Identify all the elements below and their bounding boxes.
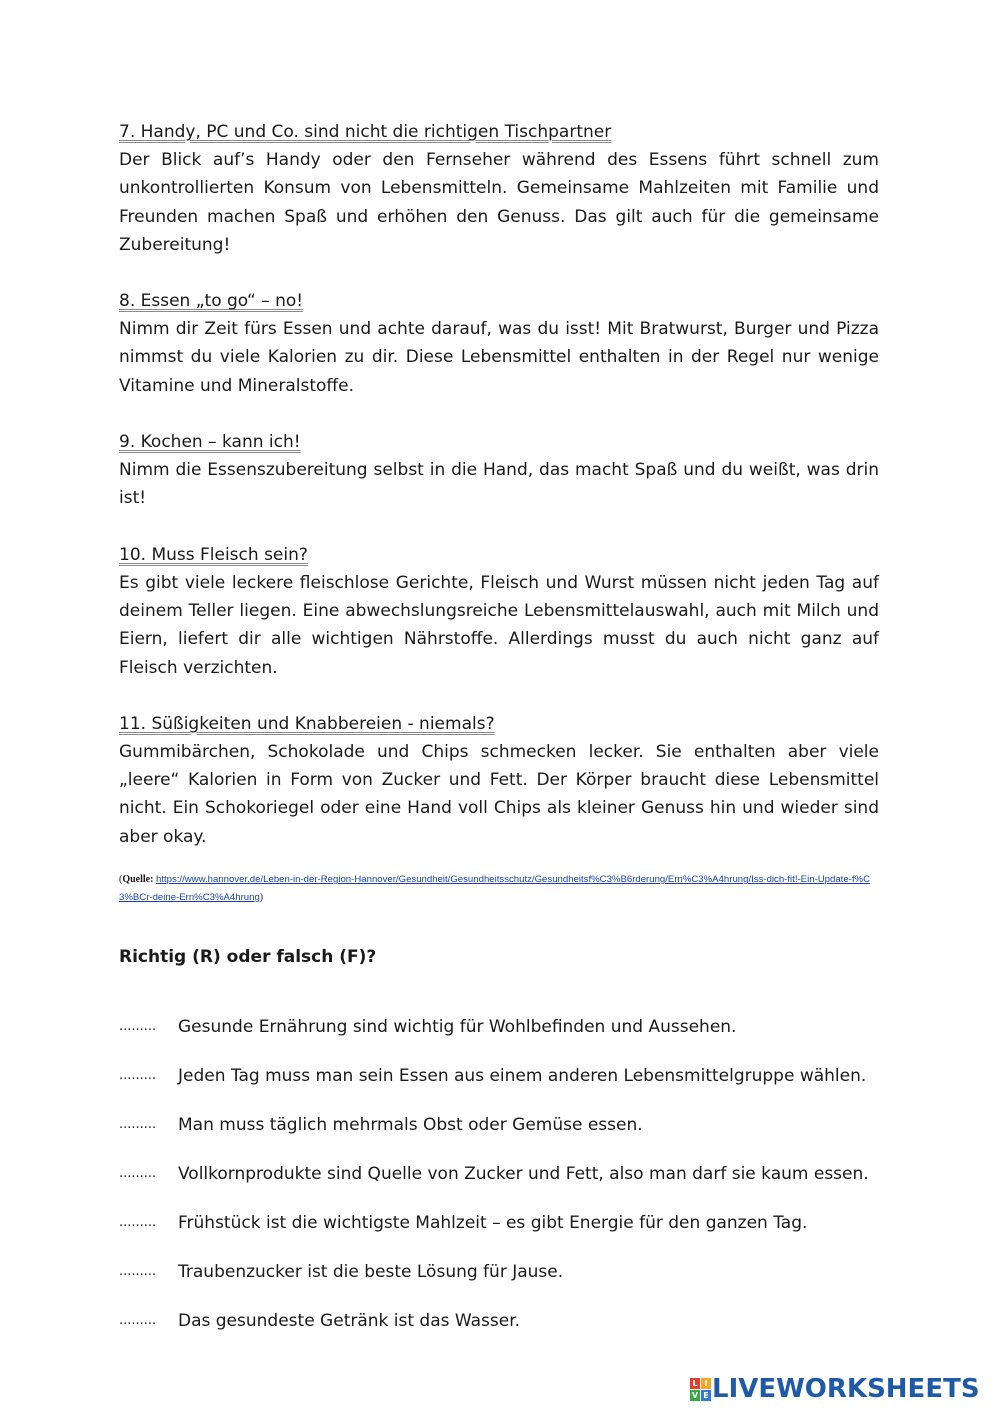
section-heading: 11. Süßigkeiten und Knabbereien - niemals? bbox=[119, 713, 495, 734]
section-7 bbox=[119, 118, 879, 259]
logo-mark-letter: I bbox=[701, 1378, 711, 1389]
section-text: Der Blick auf’s Handy oder den Fernseher während des Essens führt schnell zum unkontrollierten Konsum von Lebensmitteln. Gemeinsame Mahlzeiten mit Familie und Freunden machen Spaß und erhöhen den Genuss. Das gilt auch für die gemeinsame Zubereitung! bbox=[119, 150, 879, 255]
live-logo-icon bbox=[690, 1378, 710, 1400]
document-page bbox=[119, 118, 879, 1358]
statement-list bbox=[119, 1015, 879, 1333]
answer-blank[interactable]: ......... bbox=[119, 1264, 157, 1280]
answer-blank[interactable]: ......... bbox=[119, 1313, 157, 1329]
section-heading: 7. Handy, PC und Co. sind nicht die richtigen Tischpartner bbox=[119, 122, 612, 142]
statement-item bbox=[119, 1162, 879, 1186]
statement-text: Man muss täglich mehrmals Obst oder Gemüse essen. bbox=[178, 1115, 643, 1136]
answer-blank[interactable]: ......... bbox=[119, 1019, 157, 1035]
statement-text: Jeden Tag muss man sein Essen aus einem anderen Lebensmittelgruppe wählen. bbox=[178, 1066, 867, 1087]
answer-blank[interactable]: ......... bbox=[119, 1117, 157, 1133]
section-9 bbox=[119, 428, 879, 513]
task-title: Richtig (R) oder falsch (F)? bbox=[119, 947, 377, 968]
section-text: Nimm dir Zeit fürs Essen und achte darauf, was du isst! Mit Bratwurst, Burger und Pizza nimmst du viele Kalorien zu dir. Diese Lebensmittel enthalten in der Regel nur wenige Vitamine und Mineralstoffe. bbox=[119, 319, 879, 396]
source-citation bbox=[119, 871, 879, 907]
logo-text: LIVEWORKSHEETS bbox=[712, 1374, 980, 1404]
section-text: Es gibt viele leckere fleischlose Gerichte, Fleisch und Wurst müssen nicht jeden Tag auf deinem Teller liegen. Eine abwechslungsreiche Lebensmittelauswahl, auch mit Milch und Eiern, liefert dir alle wichtigen Nährstoffe. Allerdings musst du auch nicht ganz auf Fleisch verzichten. bbox=[119, 572, 879, 678]
section-heading: 10. Muss Fleisch sein? bbox=[119, 544, 308, 565]
statement-item bbox=[119, 1309, 879, 1333]
statement-item bbox=[119, 1211, 879, 1235]
section-8 bbox=[119, 287, 879, 400]
statement-text: Traubenzucker ist die beste Lösung für Jause. bbox=[178, 1262, 564, 1283]
statement-item bbox=[119, 1015, 879, 1039]
logo-mark-letter: E bbox=[701, 1390, 711, 1401]
liveworksheets-logo bbox=[690, 1374, 980, 1404]
section-10 bbox=[119, 541, 879, 682]
section-text: Gummibärchen, Schokolade und Chips schmecken lecker. Sie enthalten aber viele „leere“ Kalorien in Form von Zucker und Fett. Der Körper braucht diese Lebensmittel nicht. Ein Schokoriegel oder eine Hand voll Chips als kleiner Genuss hin und wieder sind aber okay. bbox=[119, 741, 879, 847]
statement-text: Vollkornprodukte sind Quelle von Zucker und Fett, also man darf sie kaum essen. bbox=[178, 1164, 869, 1185]
section-11 bbox=[119, 710, 879, 851]
statement-text: Das gesundeste Getränk ist das Wasser. bbox=[178, 1311, 521, 1332]
statement-item bbox=[119, 1113, 879, 1137]
statement-text: Frühstück ist die wichtigste Mahlzeit – es gibt Energie für den ganzen Tag. bbox=[178, 1213, 808, 1234]
source-close-paren: ) bbox=[259, 892, 264, 904]
section-heading: 8. Essen „to go“ – no! bbox=[119, 291, 304, 312]
logo-mark-letter: L bbox=[690, 1378, 700, 1389]
logo-mark-letter: V bbox=[691, 1391, 699, 1400]
answer-blank[interactable]: ......... bbox=[119, 1215, 157, 1231]
statement-text: Gesunde Ernährung sind wichtig für Wohlbefinden und Aussehen. bbox=[178, 1017, 737, 1038]
answer-blank[interactable]: ......... bbox=[119, 1068, 157, 1084]
statement-item bbox=[119, 1064, 879, 1088]
source-open-paren: ( bbox=[119, 874, 123, 886]
source-label: Quelle: bbox=[122, 874, 154, 886]
section-text: Nimm die Essenszubereitung selbst in die Hand, das macht Spaß und du weißt, was drin ist! bbox=[119, 460, 879, 509]
answer-blank[interactable]: ......... bbox=[119, 1166, 157, 1182]
source-link[interactable]: https://www.hannover.de/Leben-in-der-Region-Hannover/Gesundheit/Gesundheitsschutz/Gesundheitsf%C3%B6rderung/Ern%C3%A4hrung/Iss-dich-fit!-Ein-Update-f%C3%BCr-deine-Ern%C3%A4hrung bbox=[119, 874, 870, 904]
statement-item bbox=[119, 1260, 879, 1284]
section-heading: 9. Kochen – kann ich! bbox=[119, 432, 301, 453]
